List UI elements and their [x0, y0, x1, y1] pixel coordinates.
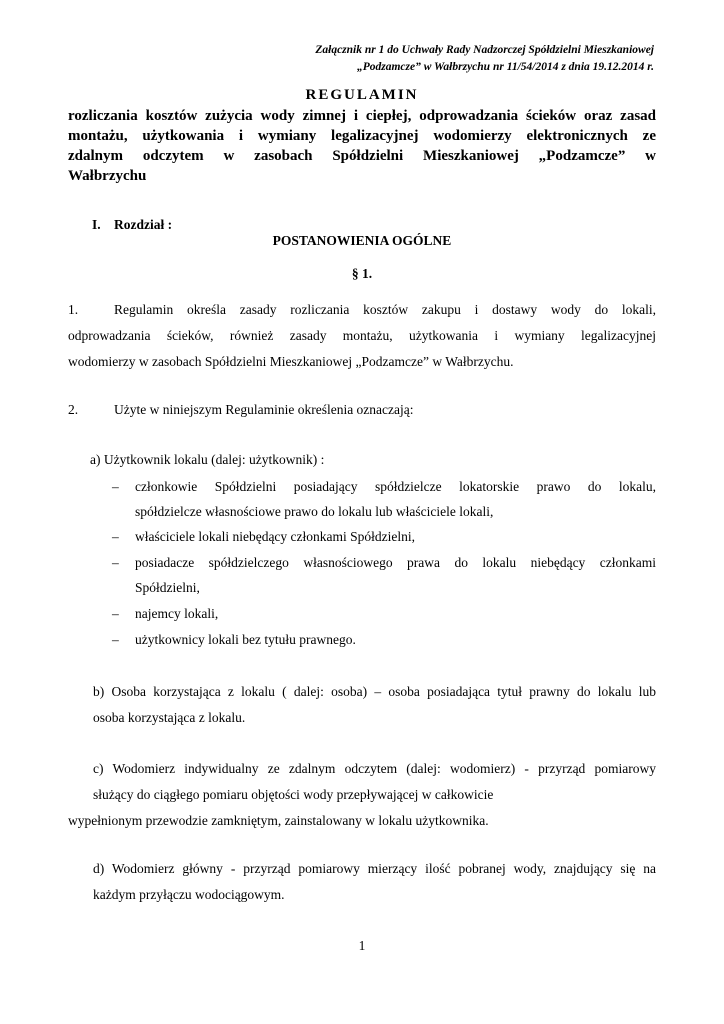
definition-b	[93, 679, 656, 731]
dash-bullet: –	[112, 479, 119, 494]
definition-c-line: wypełnionym przewodzie zamkniętym, zainstalowany w lokalu użytkownika.	[68, 813, 489, 828]
page-number: 1	[358, 938, 366, 953]
header-line-2: „Podzamcze” w Wałbrzychu nr 11/54/2014 z dnia 19.12.2014 r.	[356, 61, 654, 73]
point-1-line: wodomierzy w zasobach Spółdzielni Mieszkaniowej „Podzamcze” w Wałbrzychu.	[68, 354, 514, 369]
point-1-number: 1.	[68, 302, 79, 317]
point-2	[68, 397, 656, 423]
subtitle-line: rozliczania kosztów zużycia wody zimnej i ciepłej, odprowadzania ścieków oraz zasad	[68, 108, 656, 124]
definition-d	[93, 856, 656, 908]
attachment-header	[315, 42, 654, 76]
subtitle-line: montażu, użytkowania i wymiany legalizacyjnej wodomierzy elektronicznych ze	[68, 128, 656, 144]
definition-d-line: każdym przyłączu wodociągowym.	[93, 887, 285, 902]
user-category-item: – członkowie Spółdzielni posiadający spółdzielcze lokatorskie prawo do lokalu, spółdzielcze własnościowe prawo do lokalu lub właściciele lokali,	[112, 474, 656, 524]
definition-c-line: służący do ciągłego pomiaru objętości wody przepływającej w całkowicie	[93, 787, 494, 802]
dash-bullet: –	[112, 632, 119, 647]
definition-a-label: a) Użytkownik lokalu (dalej: użytkownik) :	[90, 452, 325, 467]
subtitle-line: zdalnym odczytem w zasobach Spółdzielni Mieszkaniowej „Podzamcze” w	[68, 148, 656, 164]
point-1-line: odprowadzania ścieków, również zasady montażu, użytkowania i wymiany legalizacyjnej	[68, 328, 656, 343]
point-2-number: 2.	[68, 402, 79, 417]
subtitle-line: Wałbrzychu	[68, 168, 147, 184]
user-category-item: – właściciele lokali niebędący członkami Spółdzielni,	[112, 524, 656, 549]
point-1	[68, 297, 656, 375]
chapter-heading: POSTANOWIENIA OGÓLNE	[272, 233, 452, 248]
header-line-1: Załącznik nr 1 do Uchwały Rady Nadzorczej Spółdzielni Mieszkaniowej	[315, 44, 654, 56]
document-subtitle	[68, 106, 656, 186]
dash-bullet: –	[112, 555, 119, 570]
document-title: REGULAMIN	[305, 87, 419, 103]
point-1-line: 1. Regulamin określa zasady rozliczania kosztów zakupu i dostawy wody do lokali,	[68, 297, 656, 323]
chapter-text: Rozdział :	[114, 217, 173, 232]
chapter-number: I.	[92, 217, 101, 232]
user-category-item: – najemcy lokali,	[112, 601, 656, 626]
definition-d-line: d) Wodomierz główny - przyrząd pomiarowy mierzący ilość pobranej wody, znajdujący się na	[93, 861, 656, 876]
definition-b-line: osoba korzystająca z lokalu.	[93, 710, 246, 725]
definition-b-line: b) Osoba korzystająca z lokalu ( dalej: osoba) – osoba posiadająca tytuł prawny do lokalu lub	[93, 684, 656, 699]
point-2-text: Użyte w niniejszym Regulaminie określenia oznaczają:	[114, 402, 414, 417]
chapter-label	[92, 217, 172, 233]
dash-bullet: –	[112, 606, 119, 621]
user-category-item: – posiadacze spółdzielczego własnościowego prawa do lokalu niebędący członkami Spółdzielni,	[112, 550, 656, 600]
definition-c	[68, 756, 656, 834]
dash-bullet: –	[112, 529, 119, 544]
section-mark: § 1.	[351, 266, 373, 281]
user-category-item: – użytkownicy lokali bez tytułu prawnego.	[112, 627, 656, 652]
definition-c-line: c) Wodomierz indywidualny ze zdalnym odczytem (dalej: wodomierz) - przyrząd pomiarowy	[93, 761, 656, 776]
